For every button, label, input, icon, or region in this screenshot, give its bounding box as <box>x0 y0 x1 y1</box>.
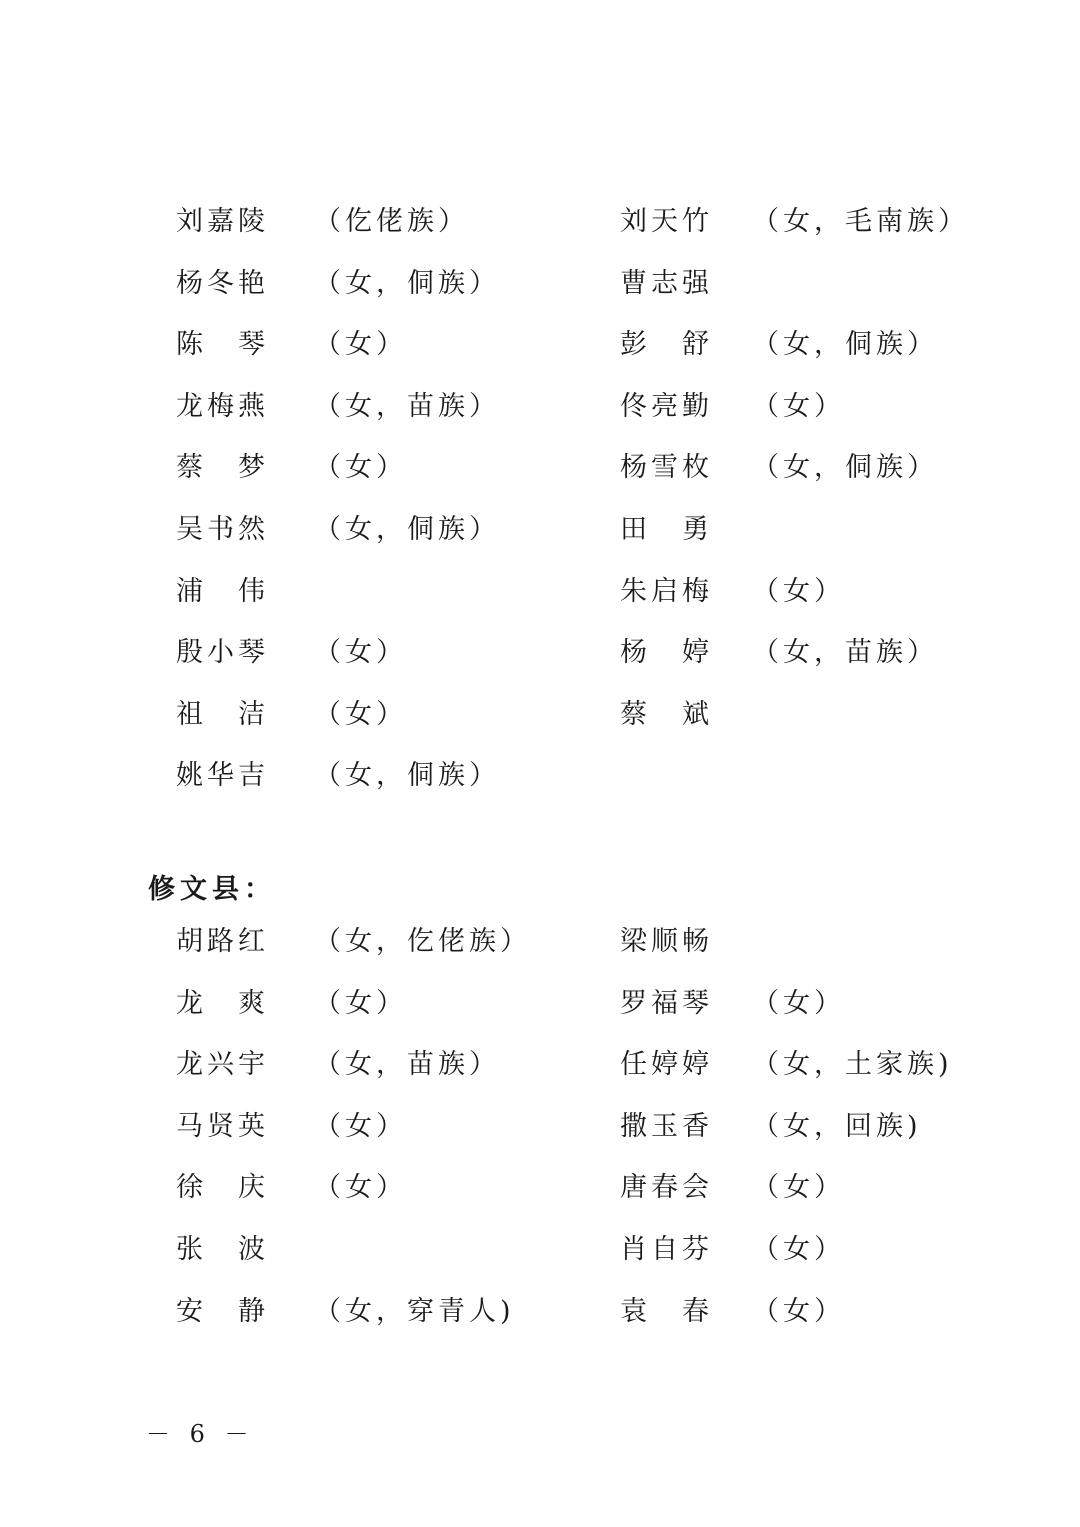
person-note: （女） <box>314 1172 407 1204</box>
person-name: 朱启梅 <box>620 575 713 607</box>
person-name: 龙梅燕 <box>176 390 269 422</box>
list-item <box>0 633 1080 695</box>
person-name: 罗福琴 <box>620 987 713 1019</box>
list-item <box>0 922 1080 984</box>
list-item <box>0 695 1080 757</box>
person-note: （女） <box>752 1172 845 1204</box>
person-name: 马贤英 <box>176 1110 269 1142</box>
person-note: （女） <box>314 452 407 484</box>
section1-right-column <box>0 202 1080 756</box>
list-item <box>0 387 1080 449</box>
section2-right-column <box>0 922 1080 1353</box>
list-item <box>0 510 1080 572</box>
list-item <box>0 1292 1080 1354</box>
person-name: 彭 舒 <box>620 329 713 361</box>
list-item <box>0 1045 1080 1107</box>
person-name: 田 勇 <box>620 513 713 545</box>
person-note: （女，穿青人) <box>314 1295 515 1327</box>
person-name: 肖自芬 <box>620 1233 713 1265</box>
person-name: 龙 爽 <box>176 987 269 1019</box>
person-note: （女，侗族） <box>314 513 500 545</box>
person-name: 唐春会 <box>620 1172 713 1204</box>
person-note: （女，侗族） <box>314 267 500 299</box>
person-note: （女，土家族) <box>752 1049 953 1081</box>
person-name: 杨 婷 <box>620 637 713 669</box>
person-name: 安 静 <box>176 1295 269 1327</box>
person-note: （女） <box>752 987 845 1019</box>
list-item <box>0 1107 1080 1169</box>
list-item <box>0 756 1080 818</box>
person-name: 殷小琴 <box>176 637 269 669</box>
person-note: （女） <box>314 329 407 361</box>
person-note: （女，侗族） <box>314 760 500 792</box>
person-note: （女，侗族） <box>752 329 938 361</box>
person-note: （女，毛南族） <box>752 206 969 237</box>
person-name: 杨冬艳 <box>176 267 269 299</box>
person-name: 浦 伟 <box>176 575 269 607</box>
list-item <box>0 448 1080 510</box>
person-note: （女，回族) <box>752 1110 922 1142</box>
person-name: 撒玉香 <box>620 1110 713 1142</box>
list-item <box>0 1230 1080 1292</box>
person-name: 祖 洁 <box>176 698 269 730</box>
person-note: （女） <box>314 637 407 669</box>
person-name: 吴书然 <box>176 513 269 545</box>
person-note: （女） <box>752 1233 845 1265</box>
list-item <box>0 325 1080 387</box>
person-name: 任婷婷 <box>620 1049 713 1081</box>
person-note: （女，仡佬族） <box>314 926 531 957</box>
person-note: （女，苗族） <box>314 1049 500 1081</box>
person-name: 刘嘉陵 <box>176 206 269 237</box>
person-name: 张 波 <box>176 1233 269 1265</box>
person-note: （女） <box>752 390 845 422</box>
person-note: （仡佬族） <box>314 206 469 237</box>
list-item <box>0 984 1080 1046</box>
list-item <box>0 1168 1080 1230</box>
page-number: － 6 － <box>146 1420 255 1448</box>
person-note: （女，苗族） <box>314 390 500 422</box>
list-item <box>0 572 1080 634</box>
person-name: 胡路红 <box>176 926 269 957</box>
list-item <box>0 202 1080 264</box>
person-name: 梁顺畅 <box>620 926 713 957</box>
person-name: 杨雪枚 <box>620 452 713 484</box>
person-name: 蔡 斌 <box>620 698 713 730</box>
person-note: （女） <box>314 1110 407 1142</box>
section-title-xiuwen: 修文县： <box>148 874 276 905</box>
list-item <box>0 264 1080 326</box>
person-note: （女） <box>752 575 845 607</box>
person-name: 蔡 梦 <box>176 452 269 484</box>
person-name: 陈 琴 <box>176 329 269 361</box>
person-name: 姚华吉 <box>176 760 269 792</box>
person-note: （女，苗族） <box>752 637 938 669</box>
person-note: （女） <box>314 698 407 730</box>
person-name: 刘天竹 <box>620 206 713 237</box>
person-note: （女，侗族） <box>752 452 938 484</box>
person-note: （女） <box>314 987 407 1019</box>
person-note: （女） <box>752 1295 845 1327</box>
person-name: 曹志强 <box>620 267 713 299</box>
person-name: 佟亮勤 <box>620 390 713 422</box>
person-name: 龙兴宇 <box>176 1049 269 1081</box>
person-name: 徐 庆 <box>176 1172 269 1204</box>
person-name: 袁 春 <box>620 1295 713 1327</box>
